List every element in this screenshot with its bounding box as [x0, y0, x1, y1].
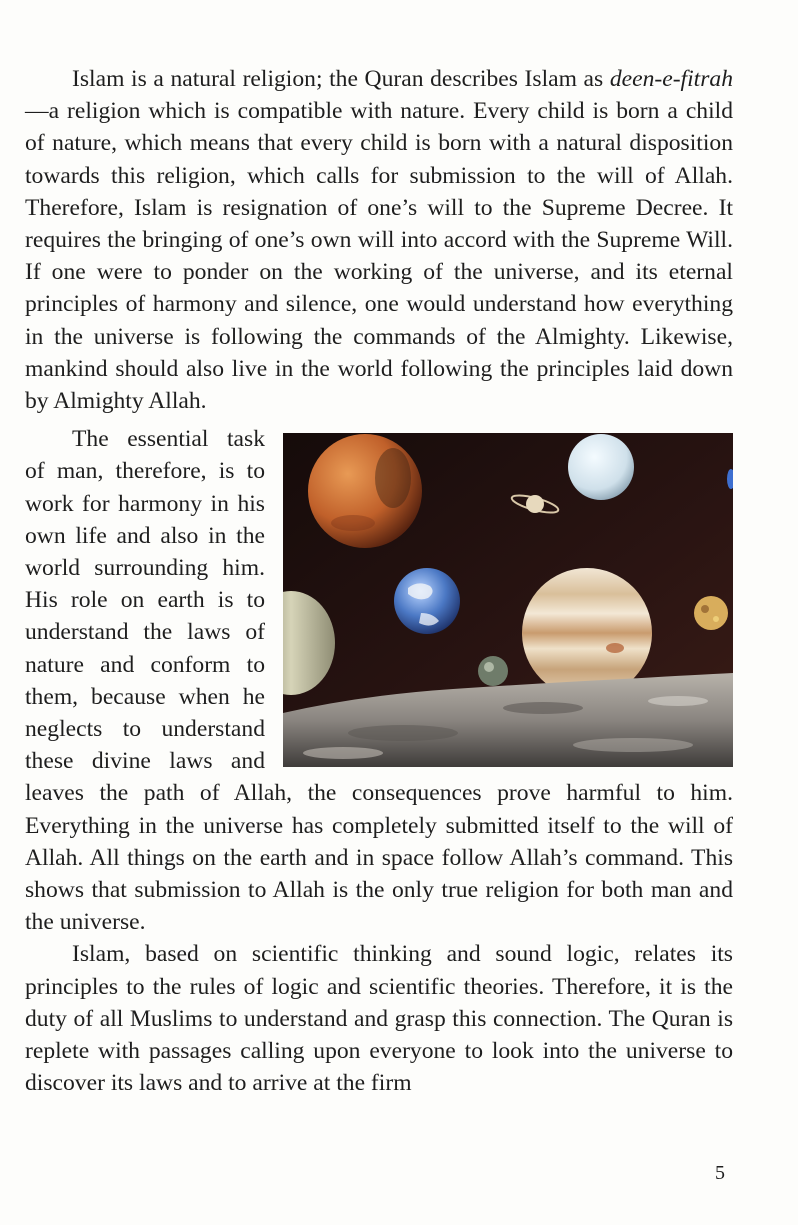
paragraph-1-rest: —a religion which is compatible with nature. Every child is born a child of nature, which means that every child is born with a natural disposition towards this religion, which calls for submission to the will of Allah. Therefore, Islam is resignation of one’s will to the Supreme Decree. It requires the bringing of one’s own will into accord with the Supreme Will. If one were to ponder on the working of the universe, and its eternal principles of harmony and silence, one would understand how everything in the universe is following the commands of the Almighty. Likewise, mankind should also live in the world following the principles laid down by Almighty Allah.: [25, 98, 733, 415]
paragraph-2-text: The essential task of man, therefore, is to work for harmony in his own life and also in the world surrounding him. His role on earth is to understand the laws of nature and conform to them, because when he neglects to understand these divine laws and leaves the path of Allah, the consequences prove harmful to him. Everything in the universe has completely submitted itself to the will of Allah. All things on the earth and in space follow Allah’s command. This shows that submission to Allah is the only true religion for both man and the universe.: [25, 426, 733, 936]
paragraph-3: Islam, based on scientific thinking and sound logic, relates its principles to the rules of logic and scientific theories. Therefore, it is the duty of all Muslims to understand and grasp this connection. The Quran is replete with passages calling upon everyone to look into the universe to discover its laws and to arrive at the firm: [25, 941, 733, 1097]
solar-system-illustration: [283, 433, 733, 767]
paragraph-1: [25, 63, 733, 417]
italic-term: deen-e-fitrah: [609, 66, 733, 92]
body-text: [25, 63, 733, 1100]
page-number: 5: [715, 1162, 725, 1184]
planets-icon: [283, 433, 733, 767]
paragraph-1-start: Islam is a natural religion; the Quran describes Islam as: [72, 66, 610, 92]
paragraph-2: [25, 423, 733, 938]
